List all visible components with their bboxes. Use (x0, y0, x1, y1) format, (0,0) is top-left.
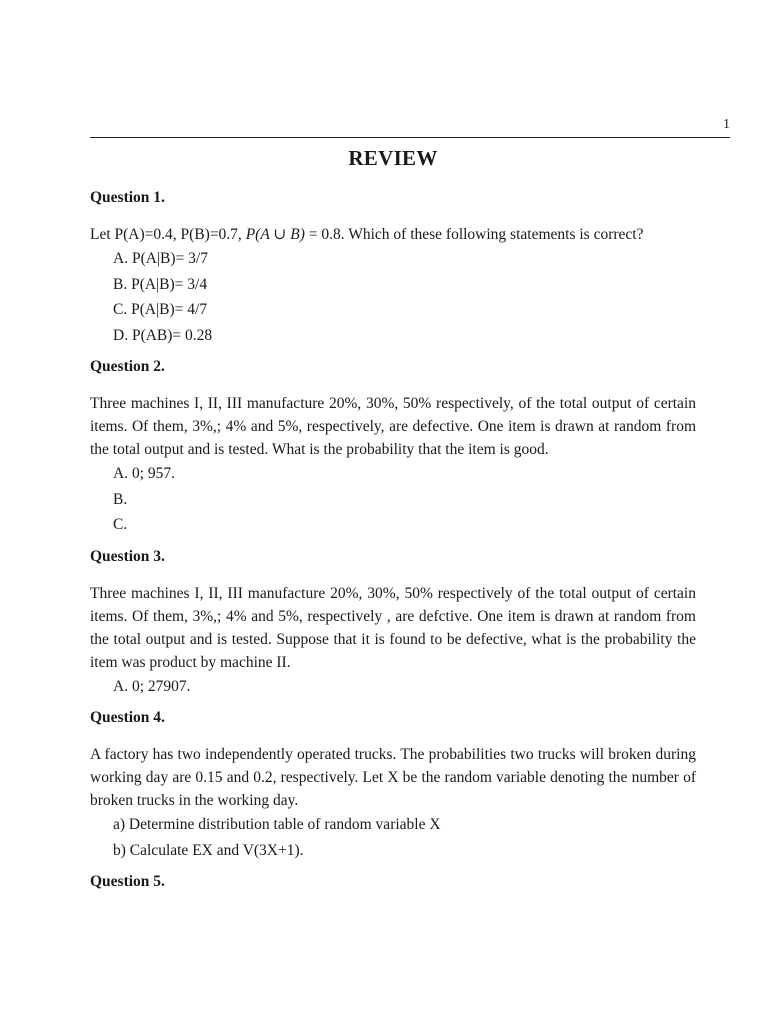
answer-option: B. (113, 490, 128, 508)
question-heading: Question 2. (90, 358, 165, 375)
document-body (90, 146, 696, 907)
answer-option: C. P(A|B)= 4/7 (113, 301, 208, 318)
answer-option: B. P(A|B)= 3/4 (113, 275, 208, 293)
question-text (90, 223, 696, 246)
question-1 (90, 189, 696, 348)
question-heading: Question 3. (90, 547, 165, 565)
question-text-part: = 0.8. Which of these following statements is correct? (304, 226, 644, 243)
question-text: A factory has two independently operated trucks. The probabilities two trucks will broken during working day are 0.15 and 0.2, respectively. Let X be the random variable denoting the number of broken trucks in the working day. (90, 746, 696, 809)
math-expression: P(A ∪ B) (245, 226, 305, 243)
question-3 (90, 548, 696, 700)
question-4 (90, 709, 696, 863)
question-heading: Question 5. (90, 873, 165, 890)
question-heading: Question 4. (90, 709, 165, 726)
page-number: 1 (723, 117, 730, 132)
answer-option: b) Calculate EX and V(3X+1). (113, 841, 304, 859)
answer-option: a) Determine distribution table of random variable X (113, 816, 441, 833)
question-text: Three machines I, II, III manufacture 20%, 30%, 50% respectively of the total output of certain items. Of them, 3%,; 4% and 5%, respectively , are defctive. One item is drawn at random from the total output and is tested. Suppose that it is found to be defective, what is the probability the item was product by machine II. (90, 584, 696, 671)
header-rule (90, 137, 730, 138)
answer-option: A. P(A|B)= 3/7 (113, 250, 208, 267)
question-text: Three machines I, II, III manufacture 20%, 30%, 50% respectively, of the total output of certain items. Of them, 3%,; 4% and 5%, respectively, are defective. One item is drawn at random from the total output and is tested. What is the probability that the item is good. (90, 395, 696, 458)
question-5 (90, 873, 696, 891)
question-heading: Question 1. (90, 189, 165, 206)
answer-option: A. 0; 957. (113, 465, 175, 482)
answer-option: D. P(AB)= 0.28 (113, 326, 213, 344)
document-title: REVIEW (348, 146, 438, 170)
question-2 (90, 358, 696, 538)
answer-option: C. (113, 516, 128, 533)
question-text-part: Let P(A)=0.4, P(B)=0.7, (90, 226, 246, 243)
answer-option: A. 0; 27907. (113, 677, 191, 695)
